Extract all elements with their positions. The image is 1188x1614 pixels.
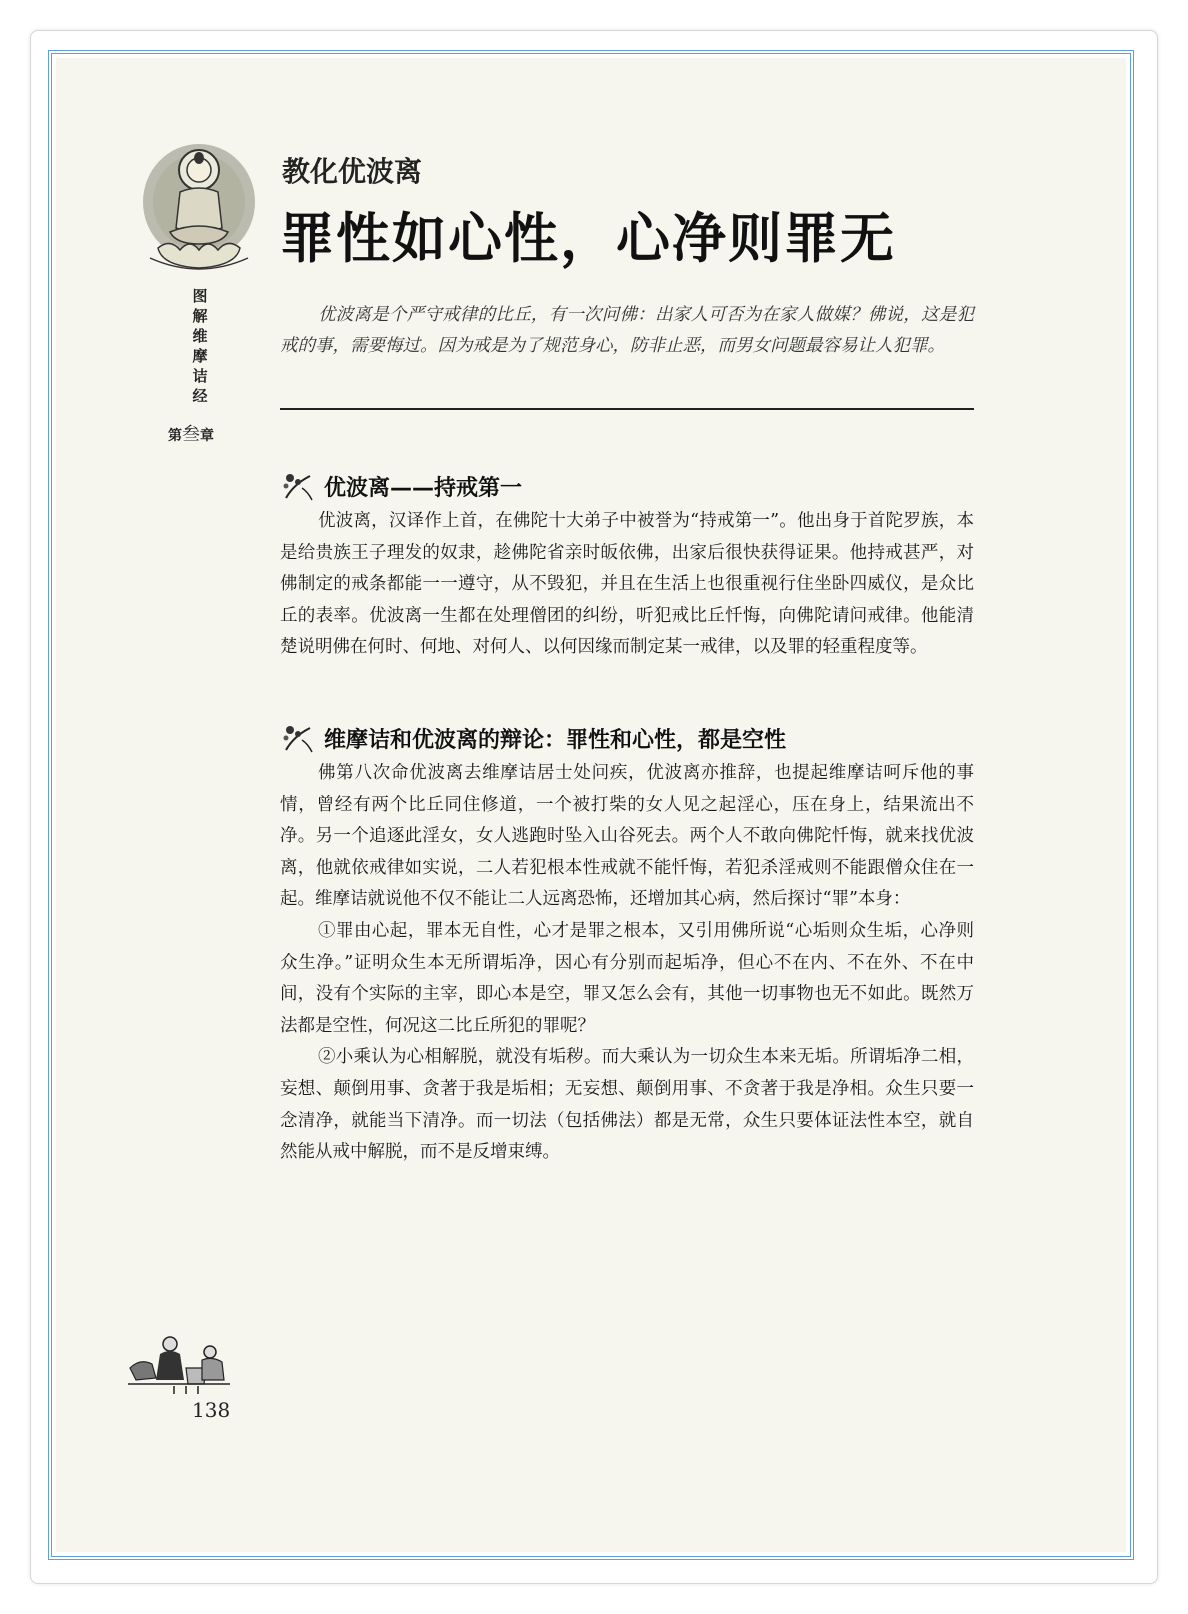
page-subtitle: 教化优波离 <box>282 155 423 188</box>
vertical-title-char: 摩 <box>192 347 208 365</box>
paragraph: 佛第八次命优波离去维摩诘居士处问疾，优波离亦推辞，也提起维摩诘呵斥他的事情，曾经有两个比丘同住修道，一个被打柴的女人见之起淫心，压在身上，结果流出不净。另一个追逐此淫女，女人逃跑时坠入山谷死去。两个人不敢向佛陀忏悔，就来找优波离，他就依戒律如实说，二人若犯根本性戒就不能忏悔，若犯杀淫戒则不能跟僧众住在一起。维摩诘就说他不仅不能让二人远离恐怖，还增加其心病，然后探讨“罪”本身： <box>280 763 974 910</box>
vertical-title-char: 经 <box>192 387 208 405</box>
vertical-title-char: 诘 <box>192 367 208 385</box>
paragraph: 优波离，汉译作上首，在佛陀十大弟子中被誉为“持戒第一”。他出身于首陀罗族，本是给贵族王子理发的奴隶，趁佛陀省亲时皈依佛，出家后很快获得证果。他持戒甚严，对佛制定的戒条都能一一遵守，从不毁犯，并且在生活上也很重视行住坐卧四威仪，是众比丘的表率。优波离一生都在处理僧团的纠纷，听犯戒比丘忏悔，向佛陀请问戒律。他能清楚说明佛在何时、何地、对何人、以何因缘而制定某一戒律，以及罪的轻重程度等。 <box>280 511 974 658</box>
page-number: 138 <box>192 1398 231 1422</box>
chapter-suffix: 章 <box>200 428 214 444</box>
seated-figures-illustration-icon <box>126 1328 232 1394</box>
divider <box>280 408 974 410</box>
vertical-title-char: 解 <box>192 307 208 325</box>
chapter-number: 叁 <box>182 424 200 445</box>
section-body <box>280 506 974 664</box>
vertical-title-char: 图 <box>192 287 208 305</box>
chapter-label <box>168 420 238 446</box>
section-body <box>280 758 974 1169</box>
section-heading <box>280 468 522 504</box>
intro-paragraph: 优波离是个严守戒律的比丘，有一次问佛：出家人可否为在家人做媒？佛说，这是犯戒的事，需要悔过。因为戒是为了规范身心，防非止恶，而男女问题最容易让人犯罪。 <box>280 305 974 356</box>
vertical-title-char: 维 <box>192 327 208 345</box>
paragraph: ②小乘认为心相解脱，就没有垢秽。而大乘认为一切众生本来无垢。所谓垢净二相，妄想、颠倒用事、贪著于我是垢相；无妄想、颠倒用事、不贪著于我是净相。众生只要一念清净，就能当下清净。而一切法（包括佛法）都是无常，众生只要体证法性本空，就自然能从戒中解脱，而不是反增束缚。 <box>280 1047 974 1163</box>
flower-branch-icon <box>280 470 318 502</box>
chapter-prefix: 第 <box>168 428 182 444</box>
section-heading-text: 维摩诘和优波离的辩论：罪性和心性，都是空性 <box>324 727 787 753</box>
book-vertical-title <box>190 286 210 406</box>
buddha-emblem-icon <box>140 140 258 280</box>
page-title: 罪性如心性，心净则罪无 <box>280 207 896 270</box>
section-heading-text: 优波离——持戒第一 <box>324 475 523 501</box>
paragraph: ①罪由心起，罪本无自性，心才是罪之根本，又引用佛所说“心垢则众生垢，心净则众生净。”证明众生本无所谓垢净，因心有分别而起垢净，但心不在内、不在外、不在中间，没有个实际的主宰，即心本是空，罪又怎么会有，其他一切事物也无不如此。既然万法都是空性，何况这二比丘所犯的罪呢？ <box>280 920 974 1036</box>
section-heading <box>280 720 786 756</box>
flower-branch-icon <box>280 722 318 754</box>
